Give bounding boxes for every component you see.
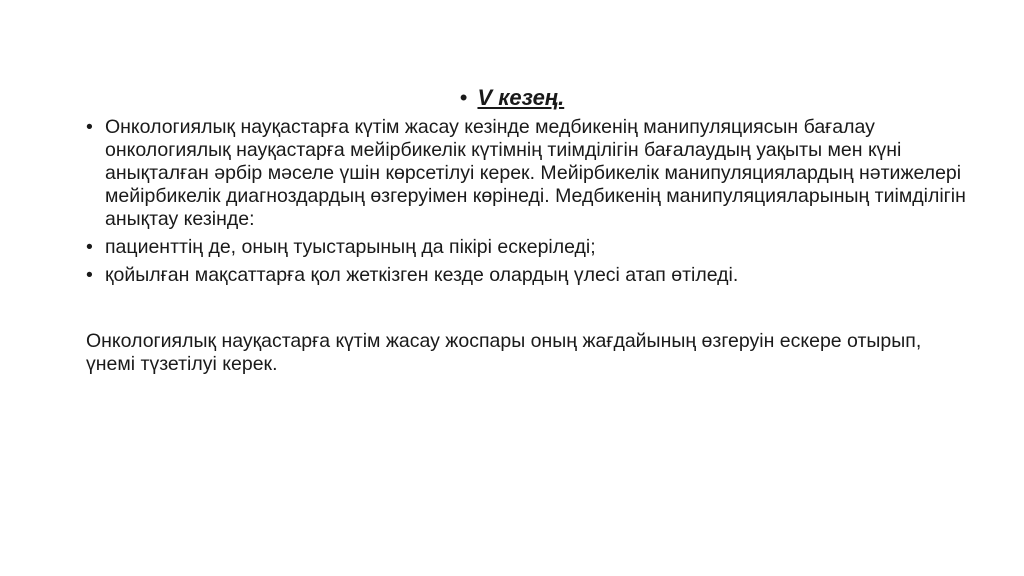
bullet-item-evaluation	[86, 116, 966, 231]
bullet-dot: •	[86, 264, 93, 286]
title-bullet: •	[459, 85, 468, 110]
slide-body	[86, 116, 966, 396]
bullet-item-goals	[86, 264, 966, 287]
bullet-text: Онкологиялық науқастарға күтім жасау кезінде медбикенің манипуляциясын бағалау онкологиялық науқастарға мейірбикелік күтімнің тиімділігін бағалаудың уақыты мен күні анықталған әрбір мәселе үшін көрсетілуі керек. Мейірбикелік манипуляциялардың нәтижелері мейірбикелік диагноздардың өзгеруімен көрінеді. Медбикенің манипуляцияларының тиімділігін анықтау кезінде:	[105, 116, 966, 230]
bullet-dot: •	[86, 236, 93, 258]
bullet-list	[86, 116, 966, 287]
bullet-dot: •	[86, 116, 93, 138]
slide-title	[0, 84, 1024, 112]
bullet-text: қойылған мақсаттарға қол жеткізген кезде олардың үлесі атап өтіледі.	[105, 264, 739, 286]
title-text: V кезең.	[477, 85, 565, 110]
bullet-item-opinion	[86, 236, 966, 259]
bullet-text: пациенттің де, оның туыстарының да пікірі ескеріледі;	[105, 236, 596, 258]
closing-paragraph: Онкологиялық науқастарға күтім жасау жоспары оның жағдайының өзгеруін ескере отырып, үнемі түзетілуі керек.	[86, 330, 922, 375]
